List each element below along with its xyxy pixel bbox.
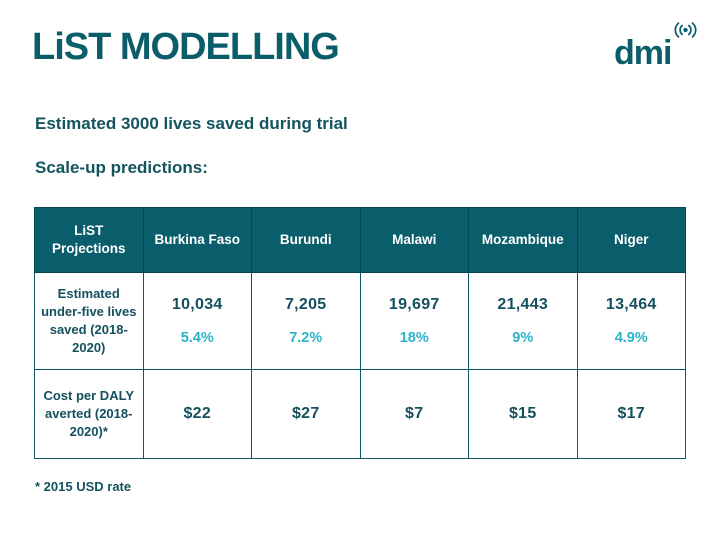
column-header-burkina-faso: Burkina Faso bbox=[143, 208, 252, 273]
cell-cost-niger bbox=[577, 370, 686, 459]
lives-percent: 9% bbox=[512, 330, 534, 346]
lives-value: 7,205 bbox=[284, 296, 327, 313]
cost-value: $27 bbox=[291, 405, 320, 422]
cell-lives-niger bbox=[577, 273, 686, 370]
cell-cost-mozambique bbox=[469, 370, 578, 459]
footnote: * 2015 USD rate bbox=[35, 479, 132, 494]
row-label-lives-saved: Estimated under-five lives saved (2018-2020) bbox=[35, 273, 144, 370]
lives-percent: 5.4% bbox=[180, 330, 214, 346]
cell-lives-mozambique bbox=[469, 273, 578, 370]
column-header-malawi: Malawi bbox=[360, 208, 469, 273]
subtitle-scaleup: Scale-up predictions: bbox=[35, 158, 208, 177]
column-header-mozambique: Mozambique bbox=[469, 208, 578, 273]
table-row-cost-per-daly bbox=[35, 370, 686, 459]
table-row-lives-saved bbox=[35, 273, 686, 370]
column-header-list-projections: LiST Projections bbox=[35, 208, 144, 273]
lives-value: 10,034 bbox=[171, 296, 223, 313]
lives-value: 21,443 bbox=[497, 296, 549, 313]
subtitle-lives-saved: Estimated 3000 lives saved during trial bbox=[35, 114, 348, 133]
signal-icon bbox=[672, 22, 699, 38]
logo-text: dmi bbox=[614, 34, 672, 72]
lives-percent: 18% bbox=[399, 330, 429, 346]
column-header-niger: Niger bbox=[577, 208, 686, 273]
projections-table bbox=[34, 207, 686, 459]
lives-value: 19,697 bbox=[388, 296, 440, 313]
lives-value: 13,464 bbox=[605, 296, 657, 313]
cell-cost-malawi bbox=[360, 370, 469, 459]
cost-value: $7 bbox=[405, 405, 424, 422]
dmi-logo bbox=[612, 22, 700, 70]
column-header-burundi: Burundi bbox=[252, 208, 361, 273]
cell-lives-burkina-faso bbox=[143, 273, 252, 370]
header-row bbox=[35, 208, 686, 273]
cost-value: $17 bbox=[617, 405, 646, 422]
cost-value: $22 bbox=[183, 405, 212, 422]
cell-cost-burundi bbox=[252, 370, 361, 459]
cost-value: $15 bbox=[508, 405, 537, 422]
cell-cost-burkina-faso bbox=[143, 370, 252, 459]
cell-lives-malawi bbox=[360, 273, 469, 370]
row-label-cost-per-daly: Cost per DALY averted (2018-2020)* bbox=[35, 370, 144, 459]
lives-percent: 4.9% bbox=[614, 330, 648, 346]
cell-lives-burundi bbox=[252, 273, 361, 370]
page-title: LiST MODELLING bbox=[32, 26, 339, 68]
lives-percent: 7.2% bbox=[289, 330, 323, 346]
